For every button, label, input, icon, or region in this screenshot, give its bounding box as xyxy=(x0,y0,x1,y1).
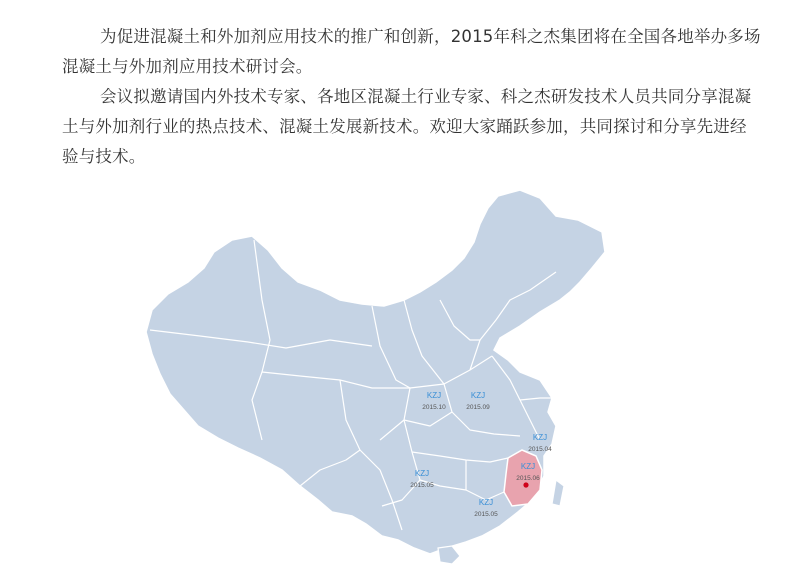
taiwan-shape xyxy=(552,480,564,506)
intro-paragraph-2-text: 会议拟邀请国内外技术专家、各地区混凝土行业专家、科之杰研发技术人员共同分享混凝土与外加剂行业的热点技术、混凝土发展新技术。欢迎大家踊跃参加，共同探讨和分享先进经验与技术。 xyxy=(62,87,752,166)
marker-date: 2015.04 xyxy=(528,446,552,453)
marker-date: 2015.10 xyxy=(422,404,446,411)
marker-label: KZJ xyxy=(414,469,430,478)
marker-date: 2015.05 xyxy=(410,482,434,489)
marker-date: 2015.09 xyxy=(466,404,490,411)
marker-label: KZJ xyxy=(426,391,442,400)
hainan-shape xyxy=(438,546,460,564)
marker-label: KZJ xyxy=(532,433,548,442)
marker-label: KZJ xyxy=(520,462,536,471)
marker-dot xyxy=(523,482,528,487)
marker-date: 2015.06 xyxy=(516,475,540,482)
map-land xyxy=(146,190,605,564)
mainland-shape xyxy=(146,190,605,554)
marker-label: KZJ xyxy=(478,498,494,507)
intro-paragraph-1-text: 为促进混凝土和外加剂应用技术的推广和创新，2015年科之杰集团将在全国各地举办多场混凝土与外加剂应用技术研讨会。 xyxy=(62,27,761,76)
marker-label: KZJ xyxy=(470,391,486,400)
marker-date: 2015.05 xyxy=(474,511,498,518)
